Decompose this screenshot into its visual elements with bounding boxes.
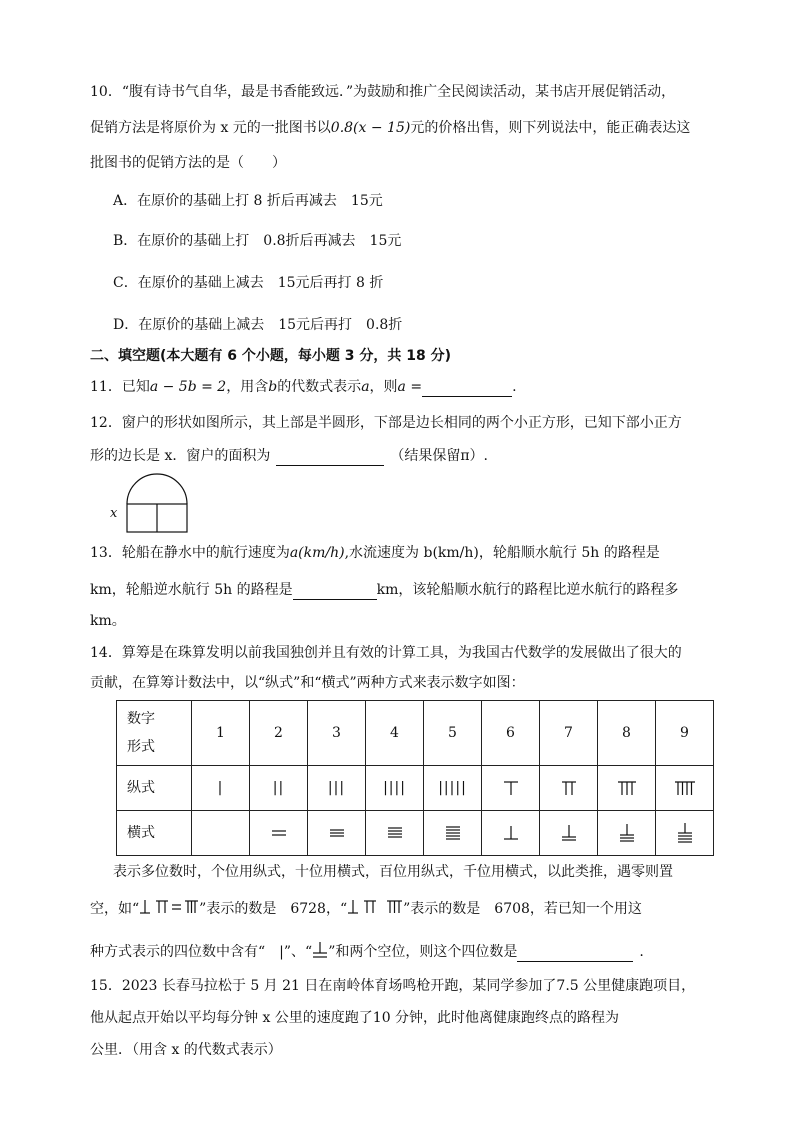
q12-answer-blank[interactable]	[276, 449, 384, 466]
horizontal-rod-6	[482, 811, 540, 856]
q13-line-2-text-b: km，该轮船顺水航行的路程比逆水航行的路程多	[376, 582, 679, 598]
horizontal-row-label: 横式	[117, 811, 192, 856]
q11-answer-blank[interactable]	[422, 380, 512, 397]
number-cell-7: 7	[540, 701, 598, 766]
number-cell-1: 1	[192, 701, 250, 766]
number-cell-4: 4	[366, 701, 424, 766]
window-semicircle	[127, 474, 187, 504]
q10-option-b[interactable]: B．在原价的基础上打 0.8折后再减去 15元	[113, 233, 402, 249]
vertical-rod-8	[598, 766, 656, 811]
horizontal-rod-3	[308, 811, 366, 856]
q10-option-d[interactable]: D．在原价的基础上减去 15元后再打 0.8折	[113, 317, 403, 333]
q13-line-2	[90, 580, 678, 600]
q10-line-2-text-a: 促销方法是将原价为 x 元的一批图书以	[90, 120, 331, 136]
q14-para-2-text-a: 空，如“	[90, 901, 140, 917]
q13-line-1-text-a: 13．轮船在静水中的航行速度为	[90, 545, 290, 561]
q10-expression: 0.8(x − 15)	[330, 120, 411, 136]
q10-option-c[interactable]: C．在原价的基础上减去 15元后再打 8 折	[113, 275, 384, 291]
q11-math-4: a =	[397, 379, 423, 395]
table-header-row	[117, 701, 714, 766]
q14-line-1: 14．算筹是在珠算发明以前我国独创并且有效的计算工具，为我国古代数学的发展做出了很大的	[90, 645, 682, 661]
rods-example-6728	[139, 899, 199, 915]
table-header-label-2: 形式	[127, 739, 155, 755]
table-horizontal-row	[117, 811, 714, 856]
q14-answer-blank[interactable]	[517, 945, 633, 962]
number-cell-6: 6	[482, 701, 540, 766]
number-cell-3: 3	[308, 701, 366, 766]
q12-line-2-text-b: （结果保留π）.	[390, 448, 489, 464]
q14-para-3	[90, 941, 644, 962]
q14-para-3-text-a: 种方式表示的四位数中含有“ |”、“	[90, 944, 313, 960]
q10-line-1: 10．“腹有诗书气自华，最是书香能致远．”为鼓励和推广全民阅读活动，某书店开展促销活动，	[90, 84, 676, 100]
q14-para-3-text-b: ”和两个空位，则这个四位数是	[328, 944, 518, 960]
table-header-label-1: 数字	[127, 711, 155, 727]
q14-para-3-text-c: .	[639, 944, 644, 960]
q11-math-2: b	[268, 379, 278, 395]
window-side-label: x	[110, 506, 118, 521]
vertical-rod-1: |	[192, 766, 250, 811]
q15-line-1: 15．2023 长春马拉松于 5 月 21 日在南岭体育场鸣枪开跑，某同学参加了7.5 公里健康跑项目，	[90, 978, 696, 994]
q10-line-2	[90, 118, 690, 138]
q13-line-1	[90, 543, 660, 563]
number-cell-2: 2	[250, 701, 308, 766]
vertical-row-label: 纵式	[117, 766, 192, 811]
q12-line-1: 12．窗户的形状如图所示，其上部是半圆形，下部是边长相同的两个小正方形，已知下部小正方	[90, 415, 682, 431]
q11-math-1: a − 5b = 2	[149, 379, 227, 395]
rods-symbol-7-horizontal	[312, 941, 328, 959]
q11-line	[90, 377, 517, 397]
horizontal-rod-5	[424, 811, 482, 856]
vertical-rod-2: ||	[250, 766, 308, 811]
q13-line-1-text-b: ,水流速度为 b(km/h)，轮船顺水航行 5h 的路程是	[344, 545, 660, 561]
horizontal-rod-1	[192, 811, 250, 856]
horizontal-rod-2	[250, 811, 308, 856]
counting-rods-table	[116, 700, 714, 856]
q14-para-1: 表示多位数时，个位用纵式，十位用横式，百位用纵式，千位用横式，以此类推，遇零则置	[113, 864, 673, 880]
vertical-rod-9	[656, 766, 714, 811]
horizontal-rod-4	[366, 811, 424, 856]
horizontal-rod-9	[656, 811, 714, 856]
q10-line-3: 批图书的促销方法的是（ ）	[90, 155, 286, 171]
q13-line-3: km。	[90, 613, 126, 629]
table-vertical-row	[117, 766, 714, 811]
q13-line-2-text-a: km，轮船逆水航行 5h 的路程是	[90, 582, 293, 598]
vertical-rod-3: |||	[308, 766, 366, 811]
q11-math-3: a	[361, 379, 370, 395]
q15-line-3: 公里．（用含 x 的代数式表示）	[90, 1042, 282, 1058]
q10-option-a[interactable]: A．在原价的基础上打 8 折后再减去 15元	[113, 193, 383, 209]
q10-line-2-text-b: 元的价格出售，则下列说法中，能正确表达这	[410, 120, 691, 136]
q12-line-2-text-a: 形的边长是 x．窗户的面积为	[90, 448, 271, 464]
q11-text-d: ，则	[369, 379, 398, 395]
horizontal-rod-8	[598, 811, 656, 856]
q13-answer-blank[interactable]	[293, 583, 377, 600]
vertical-rod-5: |||||	[424, 766, 482, 811]
q11-text-e: .	[512, 379, 517, 395]
window-drawing	[108, 470, 188, 534]
number-cell-8: 8	[598, 701, 656, 766]
q14-para-2	[90, 899, 642, 919]
window-figure	[108, 470, 188, 534]
number-cell-5: 5	[424, 701, 482, 766]
vertical-rod-7	[540, 766, 598, 811]
q14-line-2: 贡献，在算筹计数法中，以“纵式”和“横式”两种方式来表示数字如图：	[90, 675, 525, 691]
rods-example-6708	[347, 899, 403, 915]
q12-line-2	[90, 446, 488, 466]
section-heading: 二、填空题(本大题有 6 个小题，每小题 3 分，共 18 分)	[90, 348, 452, 364]
horizontal-rod-7	[540, 811, 598, 856]
table-header-label	[117, 701, 192, 766]
q11-text-c: 的代数式表示	[277, 379, 362, 395]
q13-speed-expression: a(km/h)	[289, 545, 345, 561]
vertical-rod-4: ||||	[366, 766, 424, 811]
vertical-rod-6	[482, 766, 540, 811]
q11-text-a: 11．已知	[90, 379, 150, 395]
q14-para-2-text-b: ”表示的数是 6728，“	[199, 901, 348, 917]
q14-para-2-text-c: ”表示的数是 6708，若已知一个用这	[403, 901, 642, 917]
number-cell-9: 9	[656, 701, 714, 766]
q11-text-b: ，用含	[226, 379, 269, 395]
q15-line-2: 他从起点开始以平均每分钟 x 公里的速度跑了10 分钟，此时他离健康跑终点的路程为	[90, 1010, 620, 1026]
